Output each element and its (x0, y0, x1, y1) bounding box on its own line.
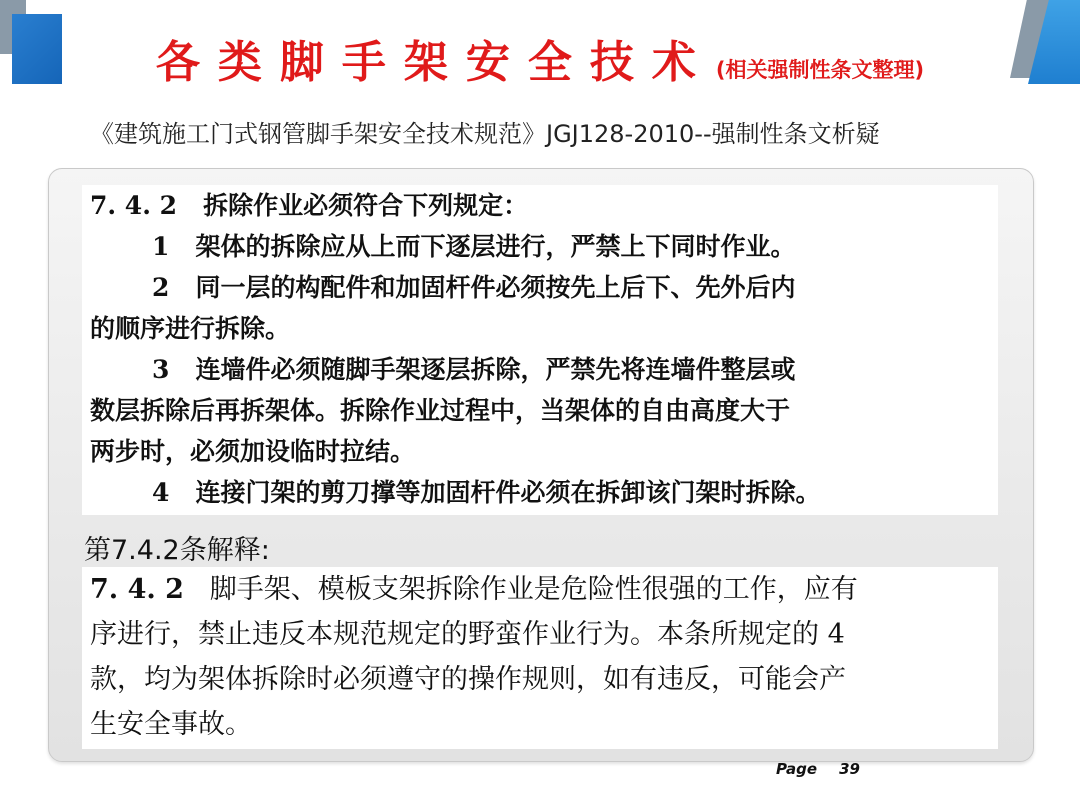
clause-item-2: 2 同一层的构配件和加固杆件必须按先上后下、先外后内 (152, 273, 796, 302)
explanation-line-3: 款，均为架体拆除时必须遵守的操作规则，如有违反，可能会产 (90, 664, 846, 695)
explanation-line-4: 生安全事故。 (90, 709, 252, 740)
page-number: 39 (839, 760, 860, 778)
explanation-text-box (82, 567, 998, 749)
explanation-number: 7. 4. 2 (90, 574, 184, 605)
slide-title (0, 26, 1080, 90)
clause-heading-line (90, 185, 528, 226)
clause-item-3: 3 连墙件必须随脚手架逐层拆除，严禁先将连墙件整层或 (152, 355, 796, 384)
page-label: Page (776, 760, 818, 778)
explanation-line-2: 序进行，禁止违反本规范规定的野蛮作业行为。本条所规定的 4 (90, 619, 845, 650)
clause-item-3-continued-2: 两步时，必须加设临时拉结。 (90, 437, 416, 466)
standard-heading: 《建筑施工门式钢管脚手架安全技术规范》JGJ128-2010--强制性条文析疑 (90, 120, 880, 148)
clause-item-3-continued-1: 数层拆除后再拆架体。拆除作业过程中，当架体的自由高度大于 (90, 396, 791, 425)
slide-title-main: 各类脚手架安全技术 (155, 37, 714, 88)
slide-title-sub: (相关强制性条文整理) (715, 58, 925, 82)
explanation-label: 第7.4.2条解释: (84, 535, 270, 566)
clause-item-1: 1 架体的拆除应从上而下逐层进行，严禁上下同时作业。 (152, 232, 796, 261)
page-footer (776, 760, 860, 778)
clause-item-2-continued: 的顺序进行拆除。 (90, 314, 291, 343)
clause-text-box (82, 185, 998, 515)
clause-number: 7. 4. 2 (90, 191, 177, 220)
explanation-line-1: 7. 4. 2 脚手架、模板支架拆除作业是危险性很强的工作，应有 (90, 574, 858, 605)
clause-heading-text: 拆除作业必须符合下列规定： (203, 191, 529, 220)
clause-item-4: 4 连接门架的剪刀撑等加固杆件必须在拆卸该门架时拆除。 (152, 478, 821, 507)
